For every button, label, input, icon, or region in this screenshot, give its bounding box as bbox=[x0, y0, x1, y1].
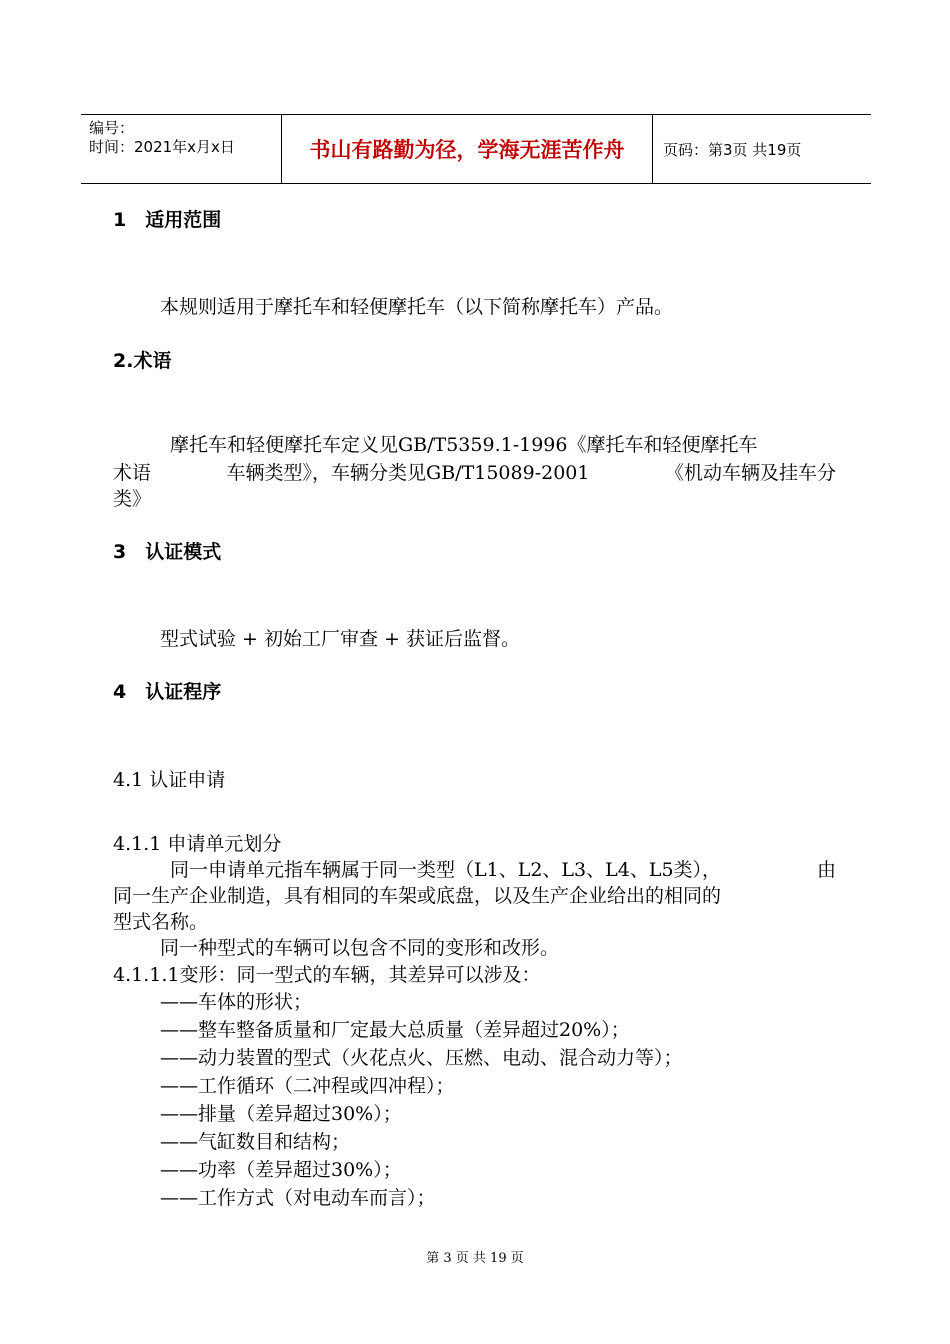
page-footer: 第 3 页 共 19 页 bbox=[426, 1251, 524, 1266]
section-3-text: 型式试验 + 初始工厂审查 + 获证后监督。 bbox=[160, 628, 520, 650]
section-4-1-1-line-4: 同一种型式的车辆可以包含不同的变形和改形。 bbox=[160, 937, 560, 959]
section-2-line-2-part-a: 术语 bbox=[113, 462, 152, 484]
section-2-line-3: 类》 bbox=[113, 488, 152, 510]
header-motto: 书山有路勤为径，学海无涯苦作舟 bbox=[281, 115, 653, 183]
section-4-1-1-line-3: 型式名称。 bbox=[113, 911, 209, 933]
section-4-1-1-line-1-part-b: 由 bbox=[816, 859, 836, 881]
section-2-line-2-part-b: 车辆类型》，车辆分类见GB/T15089-2001 bbox=[226, 462, 590, 484]
section-2-line-2 bbox=[113, 458, 836, 485]
document-number: 编号： bbox=[89, 119, 135, 137]
section-4-title: 4 认证程序 bbox=[113, 681, 222, 703]
variant-item: ——工作方式（对电动车而言）； bbox=[160, 1187, 436, 1209]
section-1-title: 1 适用范围 bbox=[113, 209, 222, 231]
section-4-1-1-1-title: 4.1.1.1变形：同一型式的车辆，其差异可以涉及： bbox=[113, 964, 541, 986]
variant-item: ——排量（差异超过30%）； bbox=[160, 1103, 402, 1125]
variant-item: ——整车整备质量和厂定最大总质量（差异超过20%）； bbox=[160, 1019, 630, 1041]
section-1-text: 本规则适用于摩托车和轻便摩托车（以下简称摩托车）产品。 bbox=[160, 296, 674, 318]
document-header bbox=[81, 114, 871, 184]
variant-item: ——工作循环（二冲程或四冲程）； bbox=[160, 1075, 455, 1097]
variant-item: ——功率（差异超过30%）； bbox=[160, 1159, 402, 1181]
variant-item: ——动力装置的型式（火花点火、压燃、电动、混合动力等）； bbox=[160, 1047, 683, 1069]
section-2-title: 2.术语 bbox=[113, 350, 172, 372]
variant-item: ——气缸数目和结构； bbox=[160, 1131, 351, 1153]
section-4-1-title: 4.1 认证申请 bbox=[113, 769, 226, 791]
section-3-title: 3 认证模式 bbox=[113, 541, 222, 563]
header-info-cell bbox=[81, 115, 281, 183]
section-4-1-1-line-1-part-a: 同一申请单元指车辆属于同一类型（L1、L2、L3、L4、L5类）， bbox=[170, 859, 722, 881]
section-4-1-1-title: 4.1.1 申请单元划分 bbox=[113, 833, 282, 855]
variant-item: ——车体的形状； bbox=[160, 991, 313, 1013]
section-2-line-1: 摩托车和轻便摩托车定义见GB/T5359.1-1996《摩托车和轻便摩托车 bbox=[170, 434, 758, 456]
section-2-line-2-part-c: 《机动车辆及挂车分 bbox=[664, 462, 836, 484]
section-4-1-1-line-2: 同一生产企业制造，具有相同的车架或底盘，以及生产企业给出的相同的 bbox=[113, 885, 722, 907]
document-date: 时间：2021年x月x日 bbox=[89, 138, 235, 156]
section-4-1-1-line-1 bbox=[170, 855, 836, 882]
header-page-number: 页码：第3页 共19页 bbox=[663, 140, 802, 159]
